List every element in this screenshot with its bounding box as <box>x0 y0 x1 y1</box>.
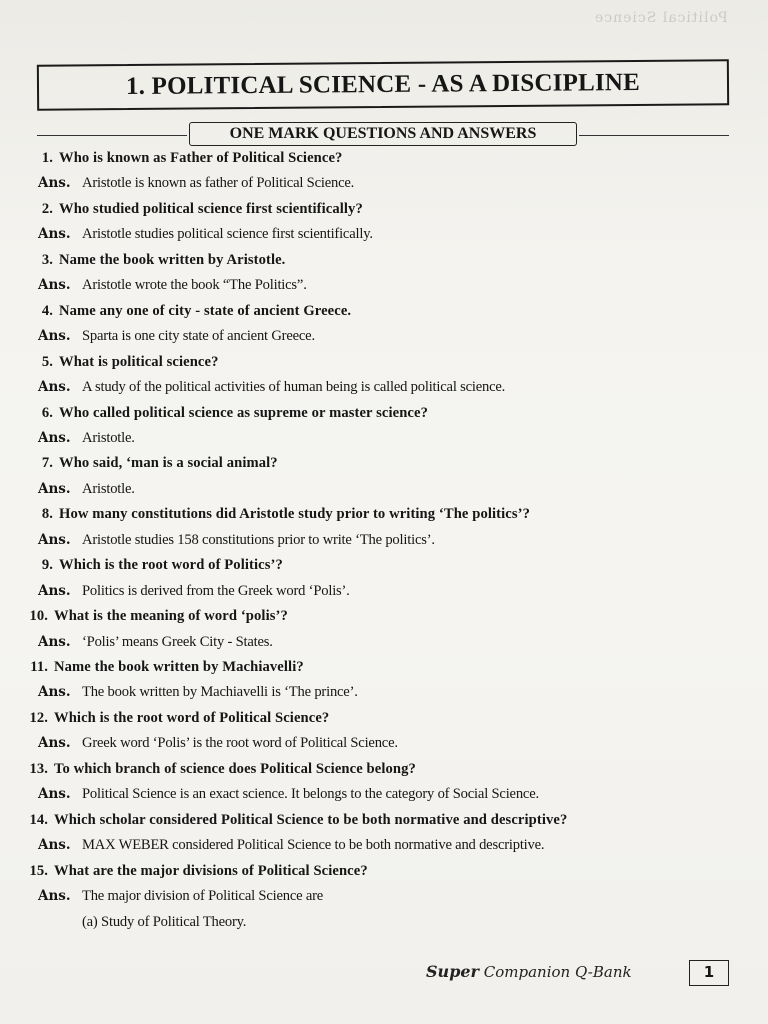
question-number: 6. <box>41 404 53 421</box>
answer-text: MAX WEBER considered Political Science to be both normative and descriptive. <box>82 837 545 854</box>
question-number: 4. <box>41 302 53 319</box>
answer-15 <box>38 888 323 905</box>
question-number: 7. <box>41 455 53 472</box>
page-number: 1 <box>689 960 729 986</box>
answer-text: A study of the political activities of human being is called political science. <box>82 379 506 396</box>
answer-text: Greek word ‘Polis’ is the root word of Political Science. <box>82 735 398 752</box>
question-text: Who is known as Father of Political Science? <box>59 150 343 166</box>
answer-7 <box>38 481 135 498</box>
answer-label: Ans. <box>38 582 71 599</box>
question-number: 10. <box>29 608 48 625</box>
answer-text: Political Science is an exact science. It belongs to the category of Social Science. <box>82 786 539 803</box>
answer-10 <box>38 634 273 651</box>
question-11 <box>24 659 304 676</box>
answer-label: Ans. <box>38 888 71 905</box>
answer-label: Ans. <box>38 226 71 243</box>
question-text: Who studied political science first scientifically? <box>59 200 363 217</box>
answer-label: Ans. <box>38 735 71 752</box>
question-10 <box>24 608 288 625</box>
question-text: How many constitutions did Aristotle study prior to writing ‘The politics’? <box>59 506 531 523</box>
brand-rest: Companion Q-Bank <box>483 963 632 981</box>
question-7 <box>29 455 278 472</box>
question-3 <box>29 252 285 269</box>
question-number: 11. <box>30 659 48 675</box>
answer-3 <box>38 277 307 294</box>
question-text: Who called political science as supreme or master science? <box>59 404 428 421</box>
answer-text: The book written by Machiavelli is ‘The prince’. <box>82 684 358 701</box>
question-text: What is the meaning of word ‘polis’? <box>54 608 288 625</box>
question-text: Which is the root word of Politics’? <box>59 557 283 574</box>
question-number: 2. <box>41 200 53 217</box>
question-text: Name any one of city - state of ancient Greece. <box>59 302 352 319</box>
answer-label: Ans. <box>38 633 71 650</box>
answer-label: Ans. <box>38 684 71 701</box>
question-2 <box>29 201 363 218</box>
question-4 <box>29 303 351 320</box>
answer-label: Ans. <box>38 429 71 446</box>
chapter-title: 1. POLITICAL SCIENCE - AS A DISCIPLINE <box>125 68 641 101</box>
answer-text: Aristotle studies political science first scientifically. <box>82 226 373 243</box>
question-5 <box>29 354 218 371</box>
question-number: 12. <box>29 709 48 726</box>
answer-15-line-2 <box>82 914 246 931</box>
answer-text: ‘Polis’ means Greek City - States. <box>82 633 273 650</box>
question-text: Name the book written by Machiavelli? <box>54 659 304 675</box>
answer-label: Ans. <box>38 379 71 396</box>
answer-5 <box>38 379 505 396</box>
question-text: What are the major divisions of Political Science? <box>54 862 368 879</box>
answer-12 <box>38 735 398 752</box>
question-number: 13. <box>29 760 48 777</box>
question-1 <box>29 150 342 167</box>
question-text: Name the book written by Aristotle. <box>59 251 286 268</box>
bleed-through-text: Political Science <box>594 10 728 26</box>
question-12 <box>24 710 329 727</box>
footer-brand <box>426 962 632 988</box>
section-header <box>37 122 729 148</box>
brand-bold: Super <box>426 962 479 981</box>
answer-text: Aristotle studies 158 constitutions prior to write ‘The politics’. <box>82 531 435 548</box>
question-text: Which is the root word of Political Science? <box>54 709 330 726</box>
question-number: 15. <box>29 862 48 879</box>
question-number: 5. <box>41 353 53 370</box>
question-text: Who said, ‘man is a social animal? <box>59 455 278 472</box>
question-6 <box>29 405 428 422</box>
question-text: What is political science? <box>59 353 219 370</box>
answer-label: Ans. <box>38 786 71 803</box>
section-title: ONE MARK QUESTIONS AND ANSWERS <box>189 122 577 146</box>
answer-text: The major division of Political Science are <box>82 888 324 905</box>
question-number: 9. <box>41 557 53 574</box>
answer-text: Aristotle is known as father of Political Science. <box>82 175 355 192</box>
question-15 <box>24 863 368 880</box>
answer-text: Sparta is one city state of ancient Greece. <box>82 328 315 345</box>
answer-label: Ans. <box>38 328 71 345</box>
question-number: 14. <box>29 811 48 828</box>
question-number: 8. <box>41 506 53 523</box>
answer-8 <box>38 532 435 549</box>
answer-label: Ans. <box>38 277 71 294</box>
question-text: To which branch of science does Political Science belong? <box>54 760 416 777</box>
answer-text: Aristotle. <box>82 429 135 446</box>
answer-6 <box>38 430 135 447</box>
question-14 <box>24 812 567 829</box>
answer-text: (a) Study of Political Theory. <box>82 913 247 930</box>
answer-label: Ans. <box>38 480 71 497</box>
question-number: 3. <box>41 251 53 268</box>
answer-4 <box>38 328 315 345</box>
answer-9 <box>38 583 350 600</box>
answer-2 <box>38 226 373 243</box>
question-8 <box>29 506 530 523</box>
divider-right <box>579 135 729 136</box>
question-number: 1. <box>41 150 53 166</box>
divider-left <box>37 135 187 136</box>
answer-label: Ans. <box>38 837 71 854</box>
answer-11 <box>38 684 358 701</box>
answer-text: Politics is derived from the Greek word ‘Polis’. <box>82 582 350 599</box>
answer-label: Ans. <box>38 531 71 548</box>
answer-1 <box>38 175 354 192</box>
answer-13 <box>38 786 539 803</box>
answer-text: Aristotle. <box>82 480 135 497</box>
question-13 <box>24 761 416 778</box>
question-text: Which scholar considered Political Science to be both normative and descriptive? <box>54 811 568 828</box>
answer-14 <box>38 837 544 854</box>
chapter-title-box <box>37 59 729 110</box>
answer-label: Ans. <box>38 175 71 192</box>
answer-text: Aristotle wrote the book “The Politics”. <box>82 277 307 294</box>
question-9 <box>29 557 283 574</box>
